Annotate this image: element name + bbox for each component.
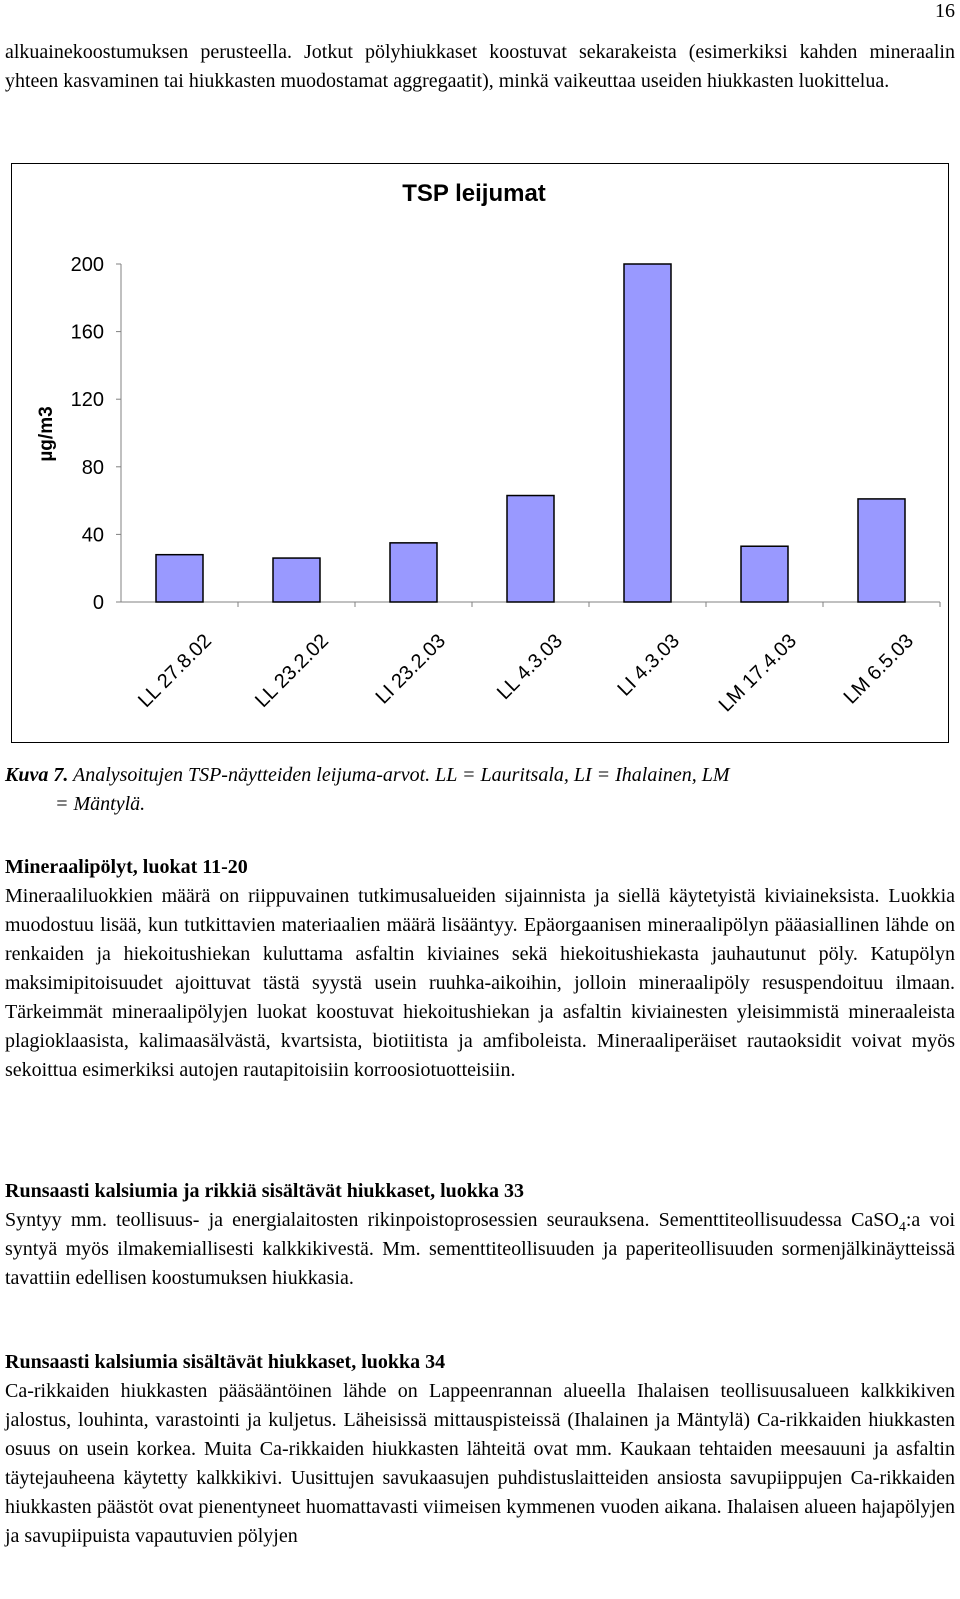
section-text-mineral: Mineraaliluokkien määrä on riippuvainen tutkimusalueiden sijainnista ja siellä käytetyistä kiviaineksista. Luokkia muodostuu lisää, kun tutkittavien materiaalien määrä lisääntyy. Epäorgaanisen mineraalipölyn pääasiallinen lähde on renkaiden ja hiekoitushiekan kuluttama asfaltin kiviaines sekä hiekoitushiekasta jauhautunut pöly. Katupölyn maksimipitoisuudet ajoittuvat tästä syystä usein ruuhka-aikoihin, jolloin mineraalipöly resuspendoituu ilmaan. Tärkeimmät mineraalipölyjen luokat koostuvat hiekoitushiekan ja asfaltin kiviainesten yleisimmistä mineraaleista plagioklaasista, kalimaasälvästä, kvartsista, biotiitista ja amfiboleista. Mineraaliperäiset rautaoksidit voivat myös sekoittua esimerkiksi autojen rautapitoisiin korroosiotuotteisiin. [5,885,955,1081]
page-number: 16 [935,0,955,22]
x-tick-label: LI 23.2.03 [371,629,451,709]
x-tick-label: LL 4.3.03 [493,629,568,704]
caption-continuation: = Mäntylä. [55,793,146,815]
x-tick-label: LI 4.3.03 [613,629,685,701]
section-text-calcium-sulfur [5,1206,955,1293]
x-tick-label: LL 23.2.02 [251,629,334,712]
x-tick-label: LL 27.8.02 [134,629,217,712]
section-text-a: Syntyy mm. teollisuus- ja energialaitosten rikinpoistoprosessien seurauksena. Sementtiteollisuudessa CaSO [5,1209,899,1231]
bar [507,496,554,602]
bar [624,264,671,602]
intro-text: alkuainekoostumuksen perusteella. Jotkut pölyhiukkaset koostuvat sekarakeista (esimerkiksi kahden mineraalin yhteen kasvaminen tai hiukkasten muodostamat aggregaatit), minkä vaikeuttaa useiden hiukkasten luokittelua. [5,41,955,92]
y-tick-label: 80 [81,456,104,479]
section-mineral [5,853,955,1085]
section-text-b: :a voi syntyä myös ilmakemiallisesti kalkkikivestä. Mm. sementtiteollisuuden ja paperiteollisuuden sormenjälkinäytteissä tavattiin edellisen koostumuksen hiukkasia. [5,1209,956,1289]
bar [390,543,437,602]
caption-text: Analysoitujen TSP-näytteiden leijuma-arvot. LL = Lauritsala, LI = Ihalainen, LM [68,764,730,786]
y-axis-label: µg/m3 [36,406,57,462]
section-calcium-sulfur [5,1177,955,1293]
y-tick-label: 0 [92,592,104,614]
x-tick-label: LM 6.5.03 [839,629,919,709]
bar [156,555,203,602]
bar [858,499,905,602]
chart-title: TSP leijumat [402,180,546,207]
tsp-chart-svg [12,164,948,742]
y-tick-label: 160 [70,321,104,344]
y-tick-label: 200 [70,254,104,276]
x-tick-label: LM 17.4.03 [714,629,802,717]
bar [273,558,320,602]
section-calcium [5,1348,955,1551]
subscript-four: 4 [898,1220,906,1235]
bar [741,546,788,602]
section-heading-calcium-sulfur: Runsaasti kalsiumia ja rikkiä sisältävät hiukkaset, luokka 33 [5,1180,525,1202]
figure-caption [5,761,955,819]
section-text-calcium: Ca-rikkaiden hiukkasten pääsääntöinen lähde on Lappeenrannan alueella Ihalaisen teollisuusalueen kalkkikiven jalostus, louhinta, varastointi ja kuljetus. Läheisissä mittauspisteissä (Ihalainen ja Mäntylä) Ca-rikkaiden hiukkasten osuus on usein korkea. Muita Ca-rikkaiden hiukkasten lähteitä ovat mm. Kaukaan tehtaiden meesauuni ja asfaltin täytejauheena käytetty kalkkikivi. Uusittujen savukaasujen puhdistuslaitteiden ansiosta savupiippujen Ca-rikkaiden hiukkasten päästöt ovat pienentyneet huomattavasti viimeisen kymmenen vuoden aikana. Ihalaisen alueen hajapölyjen ja savupiipuista vapautuvien pölyjen [5,1380,955,1547]
tsp-chart [11,163,949,743]
section-heading-mineral: Mineraalipölyt, luokat 11-20 [5,856,248,878]
section-heading-calcium: Runsaasti kalsiumia sisältävät hiukkaset, luokka 34 [5,1351,446,1373]
caption-lead: Kuva 7. [5,764,69,786]
y-tick-label: 120 [70,389,104,412]
y-tick-label: 40 [81,524,104,547]
intro-paragraph [5,38,955,96]
